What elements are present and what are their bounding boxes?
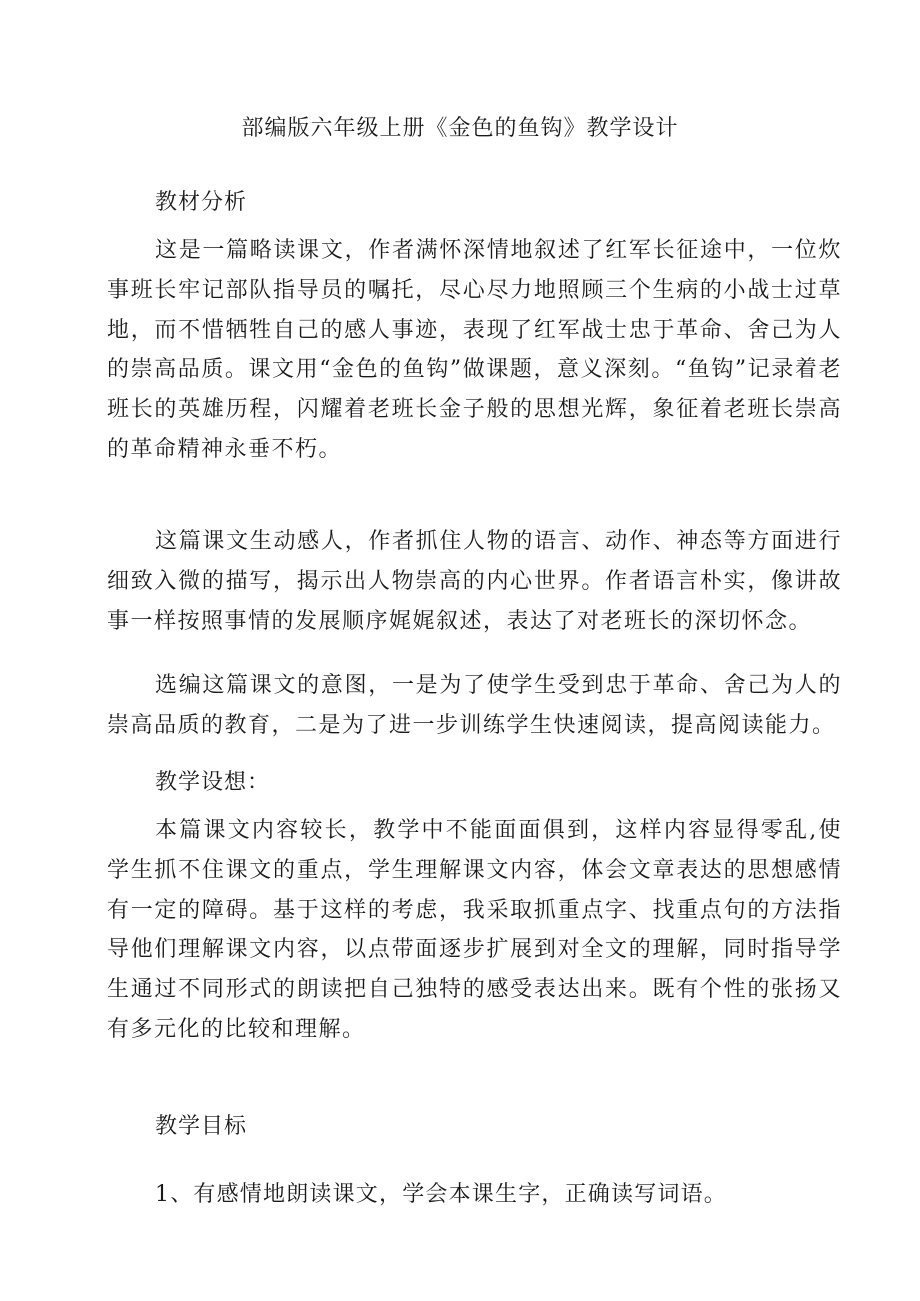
- section-heading-objectives: 教学目标: [155, 1114, 248, 1139]
- paragraph-analysis-2: 这篇课文生动感人，作者抓住人物的语言、动作、神态等方面进行细致入微的描写，揭示出人物崇高的内心世界。作者语言朴实，像讲故事一样按照事情的发展顺序娓娓叙述，表达了对老班长的深切怀念。: [107, 529, 842, 634]
- document-title: 部编版六年级上册《金色的鱼钩》教学设计: [241, 116, 679, 141]
- paragraph-analysis-1: 这是一篇略读课文，作者满怀深情地叙述了红军长征途中，一位炊事班长牢记部队指导员的嘱托，尽心尽力地照顾三个生病的小战士过草地，而不惜牺牲自己的感人事迹，表现了红军战士忠于革命、舍己为人的崇高品质。课文用“金色的鱼钩”做课题，意义深刻。“鱼钩”记录着老班长的英雄历程，闪耀着老班长金子般的思想光辉，象征着老班长崇高的革命精神永垂不朽。: [107, 238, 842, 462]
- objective-item-1: 1、有感情地朗读课文，学会本课生字，正确读写词语。: [155, 1182, 727, 1207]
- section-heading-concept: 教学设想：: [155, 770, 271, 795]
- paragraph-analysis-3: 选编这篇课文的意图，一是为了使学生受到忠于革命、舍己为人的崇高品质的教育，二是为了进一步训练学生快速阅读，提高阅读能力。: [107, 673, 842, 738]
- paragraph-concept-1: 本篇课文内容较长，教学中不能面面俱到，这样内容显得零乱,使学生抓不住课文的重点，学生理解课文内容，体会文章表达的思想感情有一定的障碍。基于这样的考虑，我采取抓重点字、找重点句的方法指导他们理解课文内容，以点带面逐步扩展到对全文的理解，同时指导学生通过不同形式的朗读把自己独特的感受表达出来。既有个性的张扬又有多元化的比较和理解。: [107, 818, 842, 1042]
- section-heading-analysis: 教材分析: [155, 190, 248, 215]
